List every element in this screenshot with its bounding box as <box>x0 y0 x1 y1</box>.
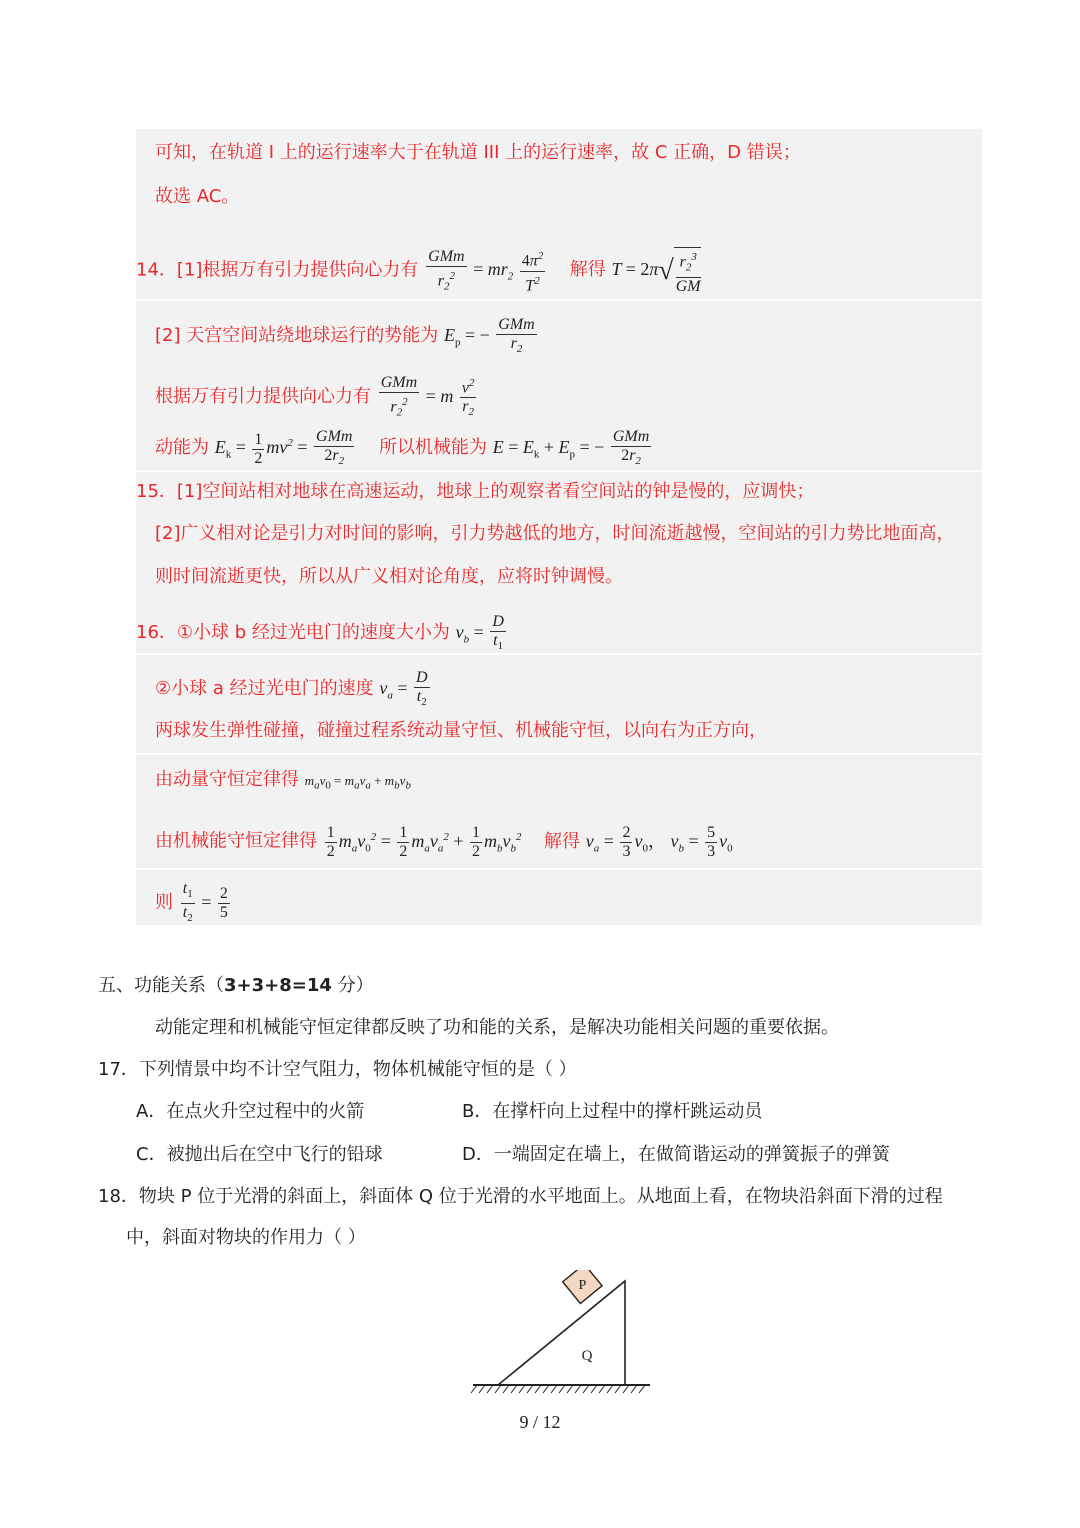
wedge-q <box>498 1281 625 1385</box>
answer-line: [2]广义相对论是引力对时间的影响，引力势越低的地方，时间流逝越慢，空间站的引力势比地面高， <box>155 523 955 544</box>
section-title <box>98 974 374 998</box>
q14-line-text: 所以机械能为 <box>378 437 487 459</box>
q16-line <box>155 768 411 798</box>
formula-time-ratio: $\frac{t_1}{t_2}$ = $\frac{2}{5}$ <box>182 880 228 925</box>
row-divider <box>136 753 982 755</box>
q17-stem: 17．下列情景中均不计空气阻力，物体机械能守恒的是（ ） <box>98 1059 577 1080</box>
ground-hatch <box>471 1385 645 1393</box>
q18-stem-cont: 中，斜面对物块的作用力（ ） <box>126 1227 366 1248</box>
q14-line-text: 动能为 <box>155 437 209 459</box>
section-intro: 动能定理和机械能守恒定律都反映了功和能的关系，是解决功能相关问题的重要依据。 <box>155 1017 839 1038</box>
q16-line-text: 则 <box>155 891 173 913</box>
q14-line <box>155 428 653 470</box>
q16-line <box>155 880 232 927</box>
q16-line <box>136 613 508 655</box>
q14-line <box>155 374 478 422</box>
formula-velocities: $v_a$ = $\frac{2}{3}$ $v_0$， $v_b$ = $\frac{5}{3}$ $v_0$ <box>585 824 733 860</box>
q17-option-d: D．一端固定在墙上，在做简谐运动的弹簧振子的弹簧 <box>462 1144 890 1165</box>
q16-line-text: 16．①小球 b 经过光电门的速度大小为 <box>136 622 450 644</box>
formula-period: T = 2π√ $\frac{r_2^3}{GM}$ <box>612 259 701 279</box>
q16-line <box>155 669 432 711</box>
formula-potential-energy: $E_p$ = − $\frac{\text{GMm}}{r_2}$ <box>443 316 535 356</box>
q14-part2 <box>155 316 539 358</box>
answer-line: 15．[1]空间站相对地球在高速运动，地球上的观察者看空间站的钟是慢的，应调快； <box>136 481 815 502</box>
formula-gravity-centripetal: $\frac{\text{GMm}}{r_2^2}$ = $mr_2$ $\frac{4\pi^2}{T^2}$ <box>428 247 544 295</box>
formula-mechanical-energy: $E = E_k + E_p$ = − $\frac{\text{GMm}}{2r_2}$ <box>492 428 650 468</box>
row-divider <box>136 299 982 301</box>
incline-diagram <box>465 1270 655 1395</box>
q14-part2-text: [2] 天宫空间站绕地球运行的势能为 <box>155 325 439 347</box>
q17-option-b: B．在撑杆向上过程中的撑杆跳运动员 <box>462 1101 763 1122</box>
q14-part1 <box>136 247 701 296</box>
formula-centripetal: $\frac{\text{GMm}}{r_2^2}$ = m $\frac{v^2}{r_2}$ <box>380 374 475 419</box>
q14-line-text: 根据万有引力提供向心力有 <box>155 385 371 407</box>
answer-line: 可知，在轨道 I 上的运行速率大于在轨道 III 上的运行速率，故 C 正确，D 错误； <box>155 142 801 163</box>
answer-line: 故选 AC。 <box>155 186 240 207</box>
formula-kinetic-energy: $E_k$ = $\frac{1}{2}$ $mv^2$ = $\frac{\text{GMm}}{2r_2}$ <box>214 428 353 468</box>
wedge-q-label: Q <box>581 1348 593 1364</box>
page-number: 9 / 12 <box>519 1412 561 1432</box>
q16-solve-label: 解得 <box>544 830 581 852</box>
section-score: 3+3+8=14 <box>224 975 332 996</box>
block-p-label: P <box>578 1277 587 1293</box>
formula-energy-conservation: $\frac{1}{2}$ $m_av_0^2$ = $\frac{1}{2}$ $m_av_a^2$ + $\frac{1}{2}$ $m_bv_b^2$ <box>326 824 522 860</box>
q17-option-c: C．被抛出后在空中飞行的铅球 <box>136 1144 383 1165</box>
q16-line-text: 由动量守恒定律得 <box>155 769 299 790</box>
answer-line: 则时间流逝更快，所以从广义相对论角度，应将时钟调慢。 <box>155 566 623 587</box>
formula-vb: $v_b$ = $\frac{D}{t_1}$ <box>455 613 504 653</box>
q14-part1-text: 14．[1]根据万有引力提供向心力有 <box>136 259 419 281</box>
q16-line <box>155 824 733 861</box>
formula-momentum: $m_av_0 = m_av_a + m_bv_b$ <box>304 773 411 792</box>
block-p <box>563 1270 602 1304</box>
formula-va: $v_a$ = $\frac{D}{t_2}$ <box>379 669 428 709</box>
answer-line: 两球发生弹性碰撞，碰撞过程系统动量守恒、机械能守恒，以向右为正方向， <box>155 720 767 741</box>
q17-option-a: A．在点火升空过程中的火箭 <box>136 1101 365 1122</box>
row-divider <box>136 868 982 870</box>
q16-line-text: ②小球 a 经过光电门的速度 <box>155 678 374 700</box>
q14-solve-label: 解得 <box>569 259 606 281</box>
section-score-unit: 分） <box>331 975 374 996</box>
section-title-text: 五、功能关系（ <box>98 975 224 996</box>
q16-line-text: 由机械能守恒定律得 <box>155 830 317 852</box>
q18-stem: 18．物块 P 位于光滑的斜面上，斜面体 Q 位于光滑的水平地面上。从地面上看，在物块沿斜面下滑的过程 <box>98 1186 943 1207</box>
row-divider <box>136 470 982 472</box>
